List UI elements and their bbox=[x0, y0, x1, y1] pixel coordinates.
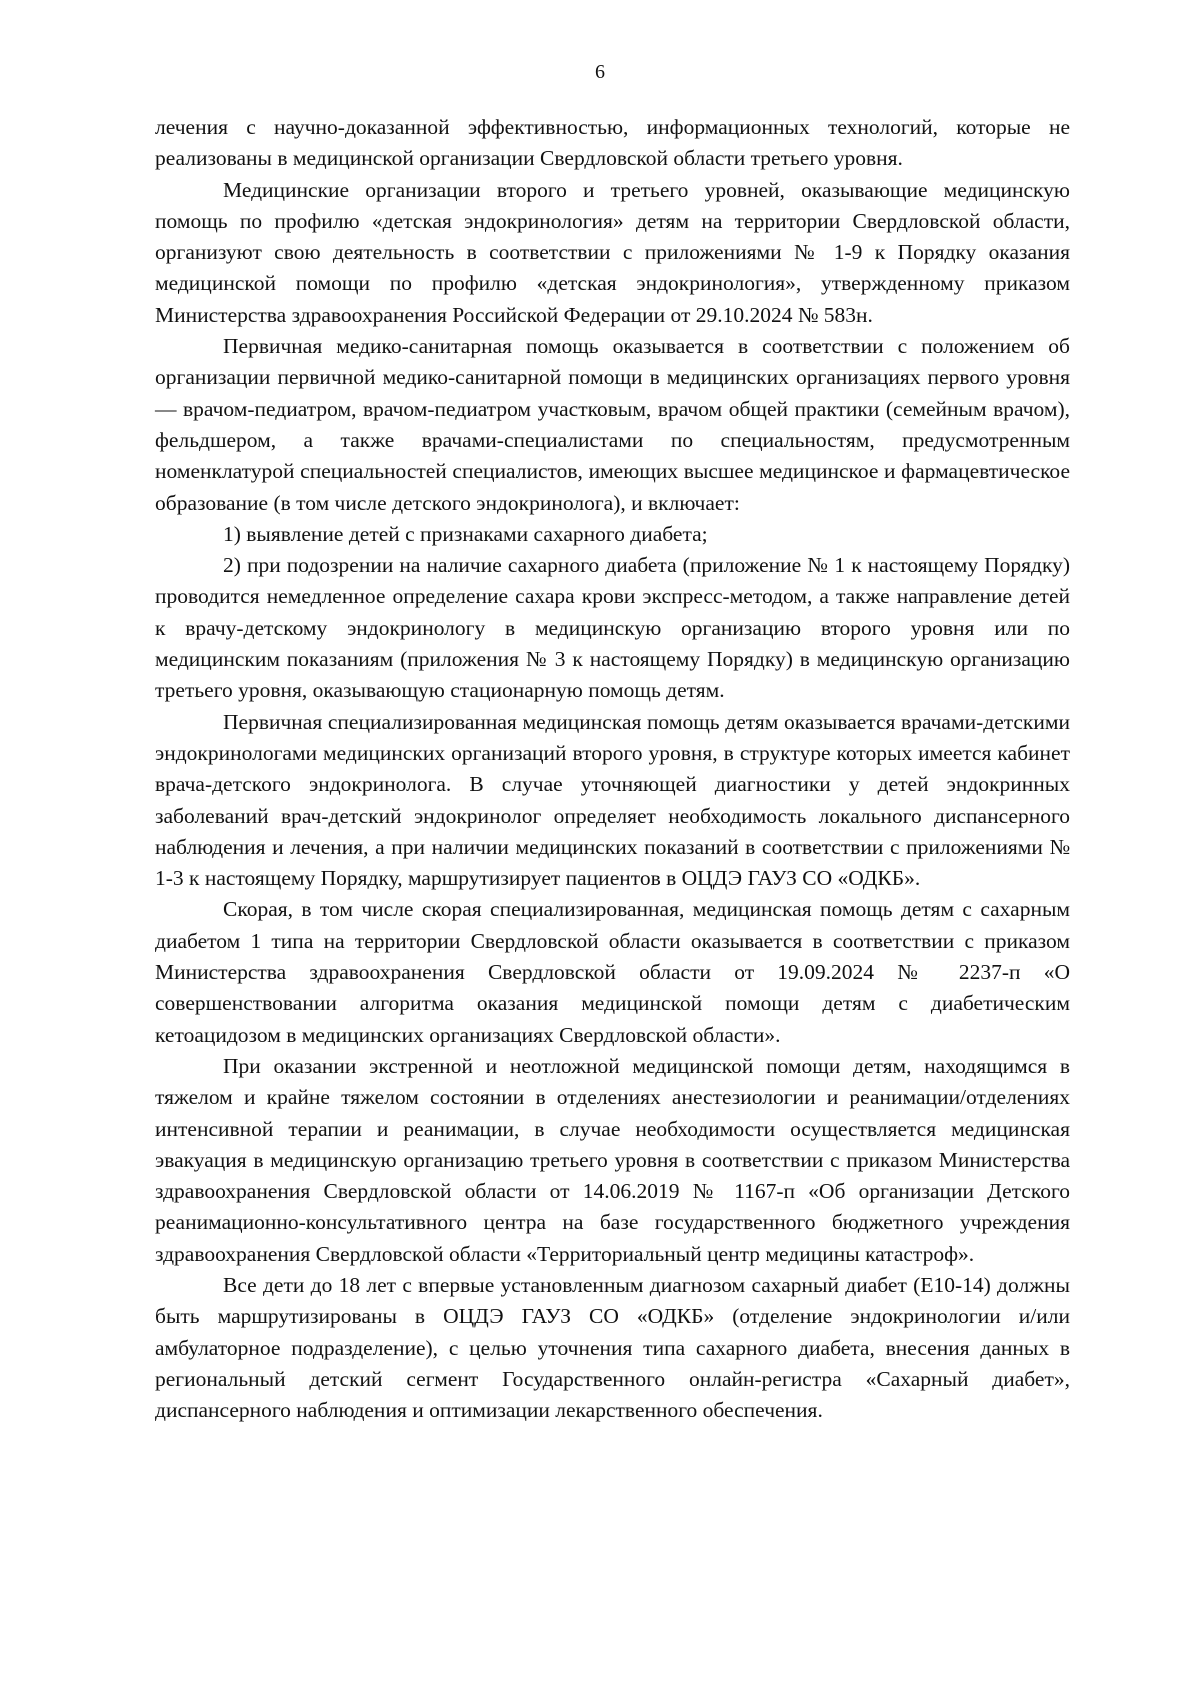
paragraph-routing-under-18: Все дети до 18 лет с впервые установленным диагнозом сахарный диабет (Е10-14) должны быть маршрутизированы в ОЦДЭ ГАУЗ СО «ОДКБ» (отделение эндокринологии и/или амбулаторное подразделение), с целью уточнения типа сахарного диабета, внесения данных в региональный детский сегмент Государственного онлайн-регистра «Сахарный диабет», диспансерного наблюдения и оптимизации лекарственного обеспечения. bbox=[155, 1272, 1070, 1423]
list-item-2: 2) при подозрении на наличие сахарного диабета (приложение № 1 к настоящему Порядку) проводится немедленное определение сахара крови экспресс-методом, а также направление детей к врачу-детскому эндокринологу в медицинскую организацию второго уровня или по медицинским показаниям (приложения № 3 к настоящему Порядку) в медицинскую организацию третьего уровня, оказывающую стационарную помощь детям. bbox=[155, 553, 1070, 703]
page-number: 6 bbox=[595, 61, 605, 83]
paragraph-specialized-care: Первичная специализированная медицинская помощь детям оказывается врачами-детскими эндокринологами медицинских организаций второго уровня, в структуре которых имеется кабинет врача-детского эндокринолога. В случае уточняющей диагностики у детей эндокринных заболеваний врач-детский эндокринолог определяет необходимость локального диспансерного наблюдения и лечения, а при наличии медицинских показаний в соответствии с приложениями № 1-3 к настоящему Порядку, маршрутизирует пациентов в ОЦДЭ ГАУЗ СО «ОДКБ». bbox=[155, 709, 1070, 891]
document-body bbox=[155, 112, 1070, 1426]
paragraph-second-third-level-orgs: Медицинские организации второго и третьего уровней, оказывающие медицинскую помощь по профилю «детская эндокринология» детям на территории Свердловской области, организуют свою деятельность в соответствии с приложениями № 1-9 к Порядку оказания медицинской помощи по профилю «детская эндокринология», утвержденному приказом Министерства здравоохранения Российской Федерации от 29.10.2024 № 583н. bbox=[155, 177, 1070, 327]
paragraph-intensive-care-evacuation: При оказании экстренной и неотложной медицинской помощи детям, находящимся в тяжелом и крайне тяжелом состоянии в отделениях анестезиологии и реанимации/отделениях интенсивной терапии и реанимации, в случае необходимости осуществляется медицинская эвакуация в медицинскую организацию третьего уровня в соответствии с приказом Министерства здравоохранения Свердловской области от 14.06.2019 № 1167-п «Об организации Детского реанимационно-консультативного центра на базе государственного бюджетного учреждения здравоохранения Свердловской области «Территориальный центр медицины катастроф». bbox=[155, 1053, 1070, 1266]
paragraph-primary-care: Первичная медико-санитарная помощь оказывается в соответствии с положением об организации первичной медико-санитарной помощи в медицинских организациях первого уровня — врачом-педиатром, врачом-педиатром участковым, врачом общей практики (семейным врачом), фельдшером, а также врачами-специалистами по специальностям, предусмотренным номенклатурой специальностей специалистов, имеющих высшее медицинское и фармацевтическое образование (в том числе детского эндокринолога), и включает: bbox=[155, 334, 1070, 515]
list-item-1: 1) выявление детей с признаками сахарного диабета; bbox=[223, 521, 708, 546]
paragraph-continuation: лечения с научно-доказанной эффективностью, информационных технологий, которые не реализованы в медицинской организации Свердловской области третьего уровня. bbox=[155, 115, 1070, 171]
paragraph-emergency-care: Скорая, в том числе скорая специализированная, медицинская помощь детям с сахарным диабетом 1 типа на территории Свердловской области оказывается в соответствии с приказом Министерства здравоохранения Свердловской области от 19.09.2024 № 2237-п «О совершенствовании алгоритма оказания медицинской помощи детям с диабетическим кетоацидозом в медицинских организациях Свердловской области». bbox=[155, 897, 1070, 1047]
